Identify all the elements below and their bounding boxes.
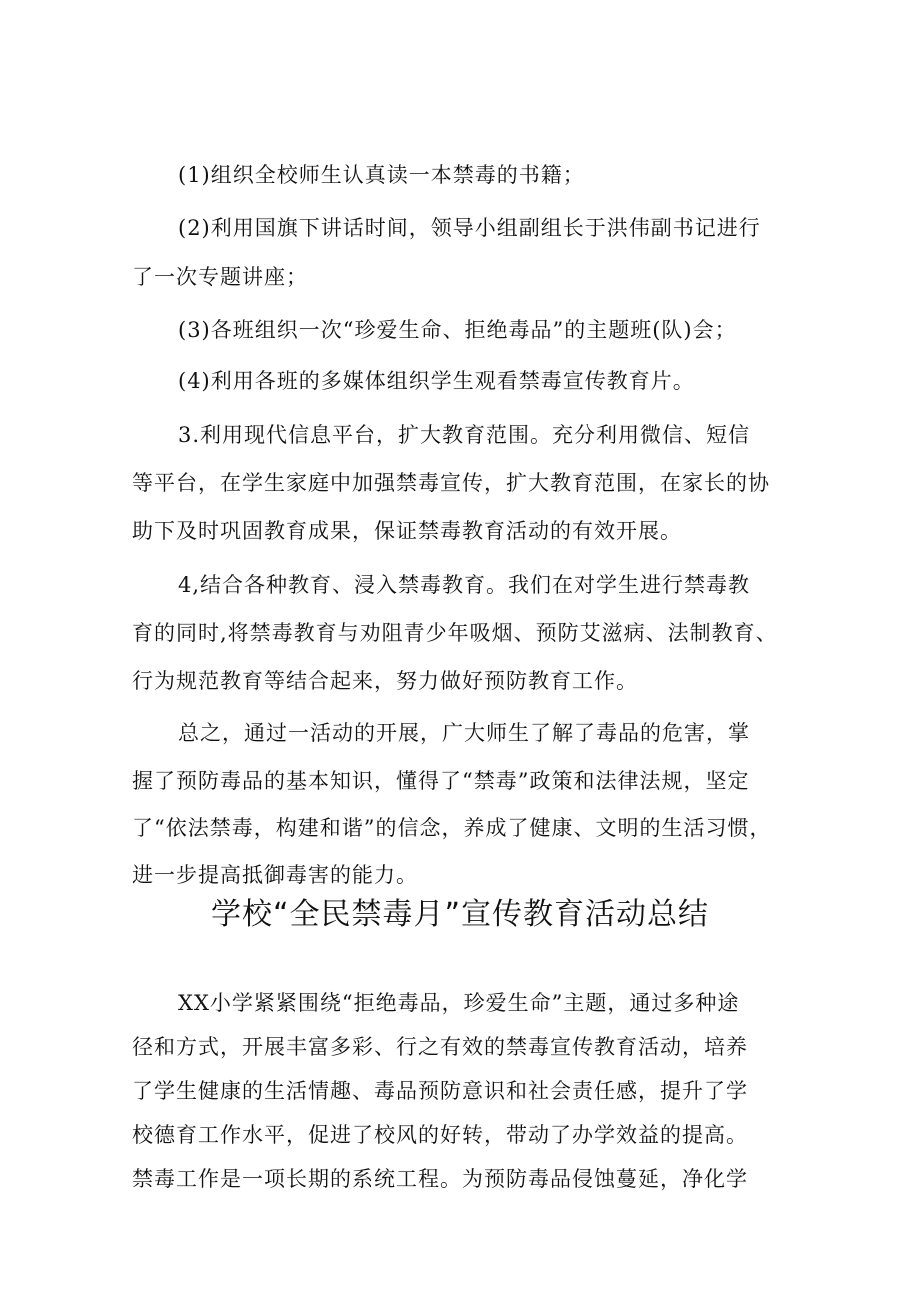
paragraph-line: 了一次专题讲座； — [132, 265, 308, 289]
paragraph-line: 育的同时,将禁毒教育与劝阻青少年吸烟、预防艾滋病、法制教育、 — [132, 621, 778, 645]
document-title: 学校“全民禁毒月”宣传教育活动总结 — [210, 897, 710, 932]
paragraph-line: 进一步提高抵御毒害的能力。 — [132, 863, 418, 887]
paragraph-line: 了“依法禁毒，构建和谐”的信念，养成了健康、文明的生活习惯， — [132, 816, 772, 840]
paragraph-line: 行为规范教育等结合起来，努力做好预防教育工作。 — [132, 669, 638, 693]
paragraph-line: 等平台，在学生家庭中加强禁毒宣传，扩大教育范围，在家长的协 — [132, 471, 770, 495]
paragraph-line: 助下及时巩固教育成果，保证禁毒教育活动的有效开展。 — [132, 519, 682, 543]
paragraph-line: 校德育工作水平，促进了校风的好转，带动了办学效益的提高。 — [132, 1123, 748, 1147]
paragraph-line: 径和方式，开展丰富多彩、行之有效的禁毒宣传教育活动，培养 — [132, 1035, 748, 1059]
paragraph-line: 禁毒工作是一项长期的系统工程。为预防毒品侵蚀蔓延，净化学 — [132, 1167, 748, 1191]
paragraph-line: (1)组织全校师生认真读一本禁毒的书籍； — [178, 163, 585, 187]
paragraph-line: (4)利用各班的多媒体组织学生观看禁毒宣传教育片。 — [178, 369, 695, 393]
paragraph-line: (3)各班组织一次“珍爱生命、拒绝毒品”的主题班(队)会； — [178, 318, 737, 342]
paragraph-line: XX小学紧紧围绕“拒绝毒品，珍爱生命”主题，通过多种途 — [178, 991, 740, 1015]
paragraph-line: 4,结合各种教育、浸入禁毒教育。我们在对学生进行禁毒教 — [178, 573, 751, 597]
paragraph-line: 了学生健康的生活情趣、毒品预防意识和社会责任感，提升了学 — [132, 1079, 748, 1103]
paragraph-line: (2)利用国旗下讲话时间，领导小组副组长于洪伟副书记进行 — [178, 216, 761, 240]
paragraph-line: 总之，通过一活动的开展，广大师生了解了毒品的危害，掌 — [178, 721, 750, 745]
paragraph-line: 3.利用现代信息平台，扩大教育范围。充分利用微信、短信 — [178, 423, 751, 447]
paragraph-line: 握了预防毒品的基本知识，懂得了“禁毒”政策和法律法规，坚定 — [132, 769, 750, 793]
